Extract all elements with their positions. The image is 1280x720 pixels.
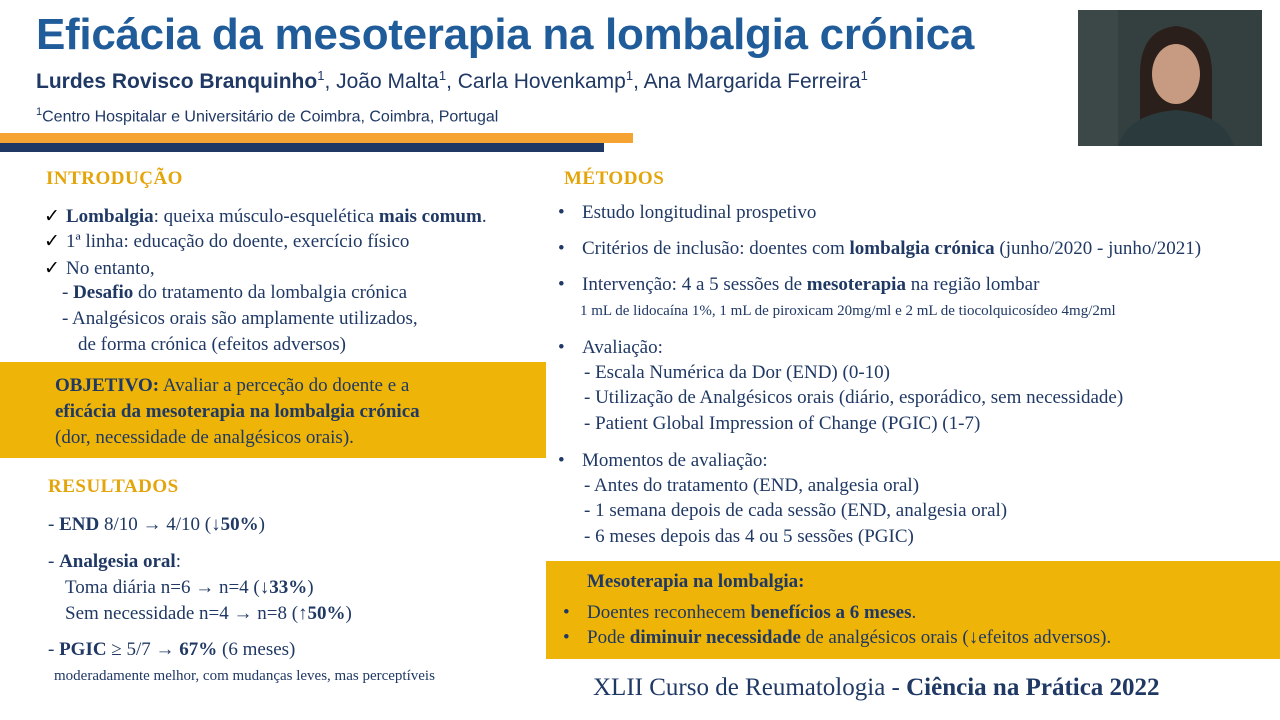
metodos-item-1: • Estudo longitudinal prospetivo (558, 202, 817, 223)
metodos-item-3: • Intervenção: 4 a 5 sessões de mesoterapia na região lombar (558, 274, 1040, 295)
resultados-heading: RESULTADOS (48, 476, 179, 497)
objetivo-line-2: eficácia da mesoterapia na lombalgia crónica (55, 401, 420, 422)
metodos-item-4: • Avaliação: (558, 337, 663, 358)
intro-line-6: de forma crónica (efeitos adversos) (78, 334, 346, 355)
author-list: Lurdes Rovisco Branquinho$^1$, João Malta$^1$, Carla Hovenkamp$^1$, Ana Margarida Ferreira$^1$ (36, 68, 868, 93)
intro-line-1: ✓ Lombalgia: queixa músculo-esquelética mais comum. (44, 206, 487, 227)
intro-line-2: ✓ 1ª linha: educação do doente, exercício físico (44, 231, 410, 252)
bullet-icon: • (558, 274, 565, 295)
conclusao-item-1: • Doentes reconhecem benefícios a 6 meses. (563, 602, 917, 623)
conclusao-heading: Mesoterapia na lombalgia: (587, 571, 805, 592)
affiliation: $^1$Centro Hospitalar e Universitário de Coimbra, Coimbra, Portugal (36, 106, 499, 126)
metodos-item-4a: - Escala Numérica da Dor (END) (0-10) (584, 362, 890, 383)
intro-line-5: - Analgésicos orais são amplamente utilizados, (62, 308, 418, 329)
course-footer: XLII Curso de Reumatologia - Ciência na Prática 2022 (593, 674, 1160, 701)
result-end: - END 8/10 → 4/10 (↓50%) (48, 514, 265, 535)
result-analgesia: - Analgesia oral: (48, 551, 181, 572)
metodos-item-4c: - Patient Global Impression of Change (PGIC) (1-7) (584, 413, 981, 434)
metodos-item-5c: - 6 meses depois das 4 ou 5 sessões (PGIC) (584, 526, 914, 547)
objetivo-line-3: (dor, necessidade de analgésicos orais). (55, 427, 354, 448)
metodos-item-5b: - 1 semana depois de cada sessão (END, analgesia oral) (584, 500, 1008, 521)
result-pgic: - PGIC ≥ 5/7 → 67% (6 meses) (48, 639, 296, 660)
presenter-video (1078, 10, 1262, 146)
check-icon: ✓ (44, 231, 60, 252)
result-pgic-note: moderadamente melhor, com mudanças leves, mas perceptíveis (54, 668, 435, 684)
bullet-icon: • (563, 602, 570, 623)
bullet-icon: • (563, 627, 570, 648)
conclusao-item-2: • Pode diminuir necessidade de analgésicos orais (↓efeitos adversos). (563, 627, 1112, 648)
result-toma-diaria: Toma diária n=6 → n=4 (↓33%) (65, 577, 314, 598)
bullet-icon: • (558, 450, 565, 471)
result-sem-necessidade: Sem necessidade n=4 → n=8 (↑50%) (65, 603, 352, 624)
author-3: Carla Hovenkamp$^1$ (457, 68, 634, 93)
slide-title: Eficácia da mesoterapia na lombalgia crónica (36, 10, 975, 59)
author-2: João Malta$^1$ (336, 68, 447, 93)
bullet-icon: • (558, 238, 565, 259)
bullet-icon: • (558, 202, 565, 223)
metodos-item-2: • Critérios de inclusão: doentes com lombalgia crónica (junho/2020 - junho/2021) (558, 238, 1202, 259)
check-icon: ✓ (44, 258, 60, 279)
metodos-item-4b: - Utilização de Analgésicos orais (diário, esporádico, sem necessidade) (584, 387, 1124, 408)
metodos-item-3-note: 1 mL de lidocaína 1%, 1 mL de piroxicam 20mg/ml e 2 mL de tiocolquicosídeo 4mg/2ml (580, 303, 1116, 319)
metodos-heading: MÉTODOS (564, 168, 665, 189)
author-4: Ana Margarida Ferreira$^1$ (643, 68, 868, 93)
intro-line-4: - Desafio do tratamento da lombalgia crónica (62, 282, 408, 303)
metodos-item-5a: - Antes do tratamento (END, analgesia oral) (584, 475, 920, 496)
objetivo-line-1: OBJETIVO: Avaliar a perceção do doente e a (55, 375, 410, 396)
metodos-item-5: • Momentos de avaliação: (558, 450, 768, 471)
presenter-silhouette-icon (1078, 10, 1262, 146)
intro-line-3: ✓ No entanto, (44, 258, 155, 279)
header-divider-navy (0, 143, 604, 152)
bullet-icon: • (558, 337, 565, 358)
header-divider-orange (0, 133, 633, 143)
introducao-heading: INTRODUÇÃO (46, 168, 183, 189)
author-1: Lurdes Rovisco Branquinho$^1$ (36, 68, 325, 93)
check-icon: ✓ (44, 206, 60, 227)
